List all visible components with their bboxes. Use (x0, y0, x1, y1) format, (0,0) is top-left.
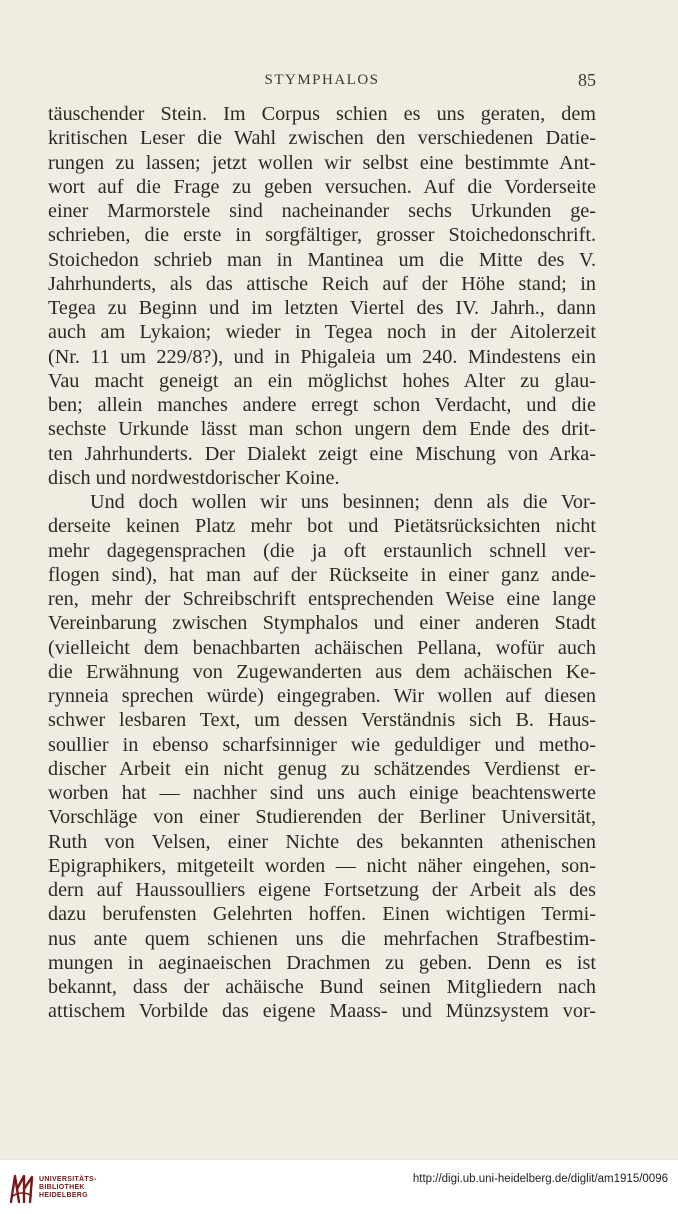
text-line: mungen in aeginaeischen Drachmen zu geben. Denn es ist (48, 951, 596, 974)
text-line: schwer lesbaren Text, um dessen Verständnis sich B. Haus- (48, 709, 596, 732)
text-line: ren, mehr der Schreibschrift entsprechenden Weise eine lange (48, 588, 596, 610)
text-line: wort auf die Frage zu geben versuchen. Auf die Vorderseite (48, 175, 596, 198)
text-line: sechste Urkunde lässt man schon ungern dem Ende des drit- (48, 418, 596, 441)
page-number: 85 (578, 70, 596, 90)
text-line: kritischen Leser die Wahl zwischen den verschiedenen Datie- (48, 127, 596, 150)
heidelberg-logo-icon (8, 1172, 36, 1204)
source-url[interactable]: http://digi.ub.uni-heidelberg.de/diglit/am1915/0096 (412, 1173, 668, 1185)
text-line: discher Arbeit ein nicht genug zu schätzendes Verdienst er- (48, 757, 596, 780)
text-line: rungen zu lassen; jetzt wollen wir selbst eine bestimmte Ant- (48, 151, 596, 174)
text-line: schrieben, die erste in sorgfältiger, grosser Stoichedonschrift. (48, 224, 596, 247)
text-line: bekannt, dass der achäische Bund seinen Mitgliedern nach (48, 976, 596, 998)
text-line: ten Jahrhunderts. Der Dialekt zeigt eine Mischung von Arka- (48, 442, 596, 465)
text-line: flogen sind), hat man auf der Rückseite in einer ganz ande- (48, 563, 596, 586)
text-line: Ruth von Velsen, einer Nichte des bekannten athenischen (48, 830, 596, 853)
text-line: mehr dagegensprachen (die ja oft erstaunlich schnell ver- (48, 539, 596, 562)
text-line: nus ante quem schienen uns die mehrfachen Strafbestim- (48, 927, 596, 950)
text-line: einer Marmorstele sind nacheinander sechs Urkunden ge- (48, 200, 596, 222)
text-line: Vereinbarung zwischen Stymphalos und einer anderen Stadt (48, 612, 596, 635)
text-line: rynneia sprechen würde) eingegraben. Wir wollen auf diesen (48, 685, 596, 707)
text-line: ben; allein manches andere erregt schon Verdacht, und die (48, 394, 596, 416)
library-name (39, 1176, 97, 1200)
text-line: Vorschläge von einer Studierenden der Berliner Universität, (48, 806, 596, 829)
text-line: auch am Lykaion; wieder in Tegea noch in der Aitolerzeit (48, 321, 596, 344)
text-line: Tegea zu Beginn und im letzten Viertel des IV. Jahrh., dann (48, 297, 596, 319)
text-line: die Erwähnung von Zugewanderten aus dem achäischen Ke- (48, 660, 596, 683)
text-line: (vielleicht dem benachbarten achäischen Pellana, wofür auch (48, 636, 596, 659)
text-line: derseite keinen Platz mehr bot und Pietätsrücksichten nicht (48, 515, 596, 538)
text-line: Jahrhunderts, als das attische Reich auf der Höhe stand; in (48, 272, 596, 295)
viewer-footer (0, 1159, 678, 1214)
text-line: dazu berufensten Gelehrten hoffen. Einen wichtigen Termi- (48, 903, 596, 926)
text-line: Epigraphikers, mitgeteilt worden — nicht näher eingehen, son- (48, 854, 596, 877)
running-head: STYMPHALOS (264, 72, 380, 88)
text-line: (Nr. 11 um 229/8?), und in Phigaleia um 240. Mindestens ein (48, 345, 596, 368)
text-line: dern auf Haussoulliers eigene Fortsetzung der Arbeit als des (48, 879, 596, 901)
page-header (48, 70, 596, 94)
logo-text-line: UNIVERSITÄTS- (39, 1176, 97, 1183)
body-text (48, 102, 596, 1024)
text-line: Vau macht geneigt an ein möglichst hohes Alter zu glau- (48, 369, 596, 392)
logo-text-line: HEIDELBERG (39, 1192, 88, 1199)
text-line: Und doch wollen wir uns besinnen; denn als die Vor- (90, 491, 596, 513)
text-line: täuschender Stein. Im Corpus schien es uns geraten, dem (48, 103, 596, 125)
library-logo[interactable] (8, 1172, 97, 1206)
text-line: Stoichedon schrieb man in Mantinea um die Mitte des V. (48, 248, 596, 271)
text-line: disch und nordwestdorischer Koine. (48, 466, 340, 489)
text-line: soullier in ebenso scharfsinniger wie geduldiger und metho- (48, 733, 596, 756)
logo-text-line: BIBLIOTHEK (39, 1184, 85, 1191)
text-line: attischem Vorbilde das eigene Maass- und Münzsystem vor- (48, 1000, 596, 1023)
text-line: worben hat — nachher sind uns auch einige beachtenswerte (48, 782, 596, 804)
